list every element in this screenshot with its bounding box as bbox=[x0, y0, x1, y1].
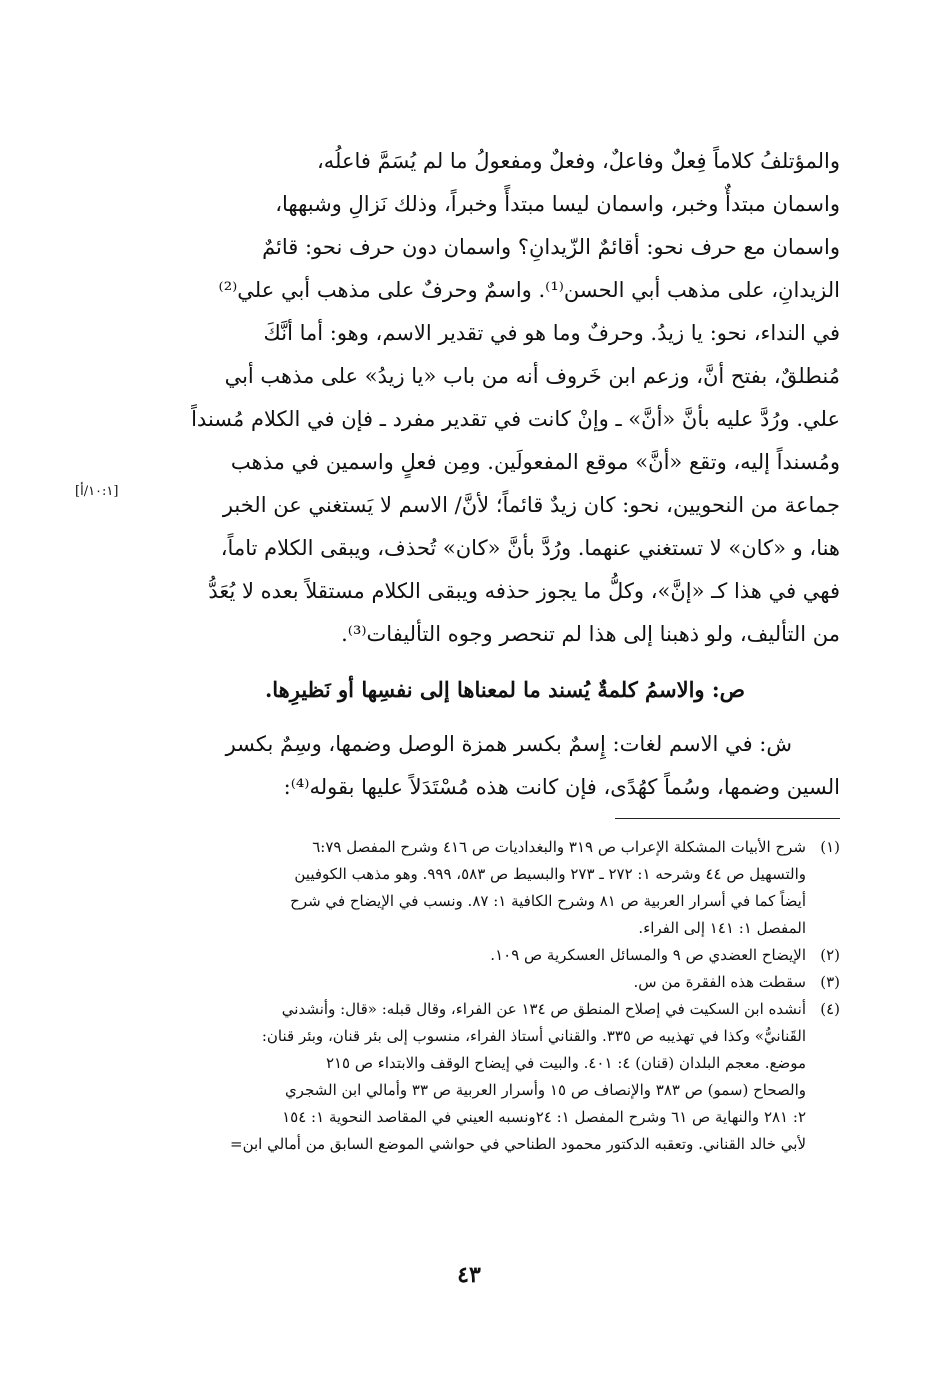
text-line-with-margin-ref bbox=[140, 484, 840, 527]
sharh-line: ش: في الاسم لغات: إِسمٌ بكسر همزة الوصل وضمها، وسِمٌ بكسر bbox=[225, 732, 792, 756]
footnote-line: شرح الأبيات المشكلة الإعراب ص ٣١٩ والبغداديات ص ٤١٦ وشرح المفصل ٦:٧٩ bbox=[312, 838, 806, 856]
footnote-line: أيضاً كما في أسرار العربية ص ٨١ وشرح الكافية ١: ٨٧. ونسب في الإيضاح في شرح bbox=[290, 892, 806, 910]
footnote-2 bbox=[138, 942, 840, 969]
text-line: من التأليف، ولو ذهبنا إلى هذا لم تنحصر وجوه التأليفات⁽³⁾. bbox=[341, 622, 840, 646]
text-line: هنا، و «كان» لا تستغني عنهما. ورُدَّ بأنَّ «كان» تُحذف، ويبقى الكلام تاماً، bbox=[220, 536, 840, 560]
footnote-line: أنشده ابن السكيت في إصلاح المنطق ص ١٣٤ عن الفراء، وقال قبله: «قال: وأنشدني bbox=[281, 1000, 806, 1018]
margin-manuscript-reference: [١٠:١/أ] bbox=[75, 484, 119, 499]
main-text bbox=[140, 140, 840, 809]
footnote-1 bbox=[138, 834, 840, 942]
text-line: واسمان مع حرف نحو: أقائمٌ الزّيدانِ؟ واسمان دون حرف نحو: قائمٌ bbox=[262, 235, 840, 259]
footnote-4 bbox=[138, 996, 840, 1158]
footnote-number: (٢) bbox=[820, 946, 840, 964]
paragraph-gap bbox=[140, 711, 840, 723]
footnote-number: (٣) bbox=[820, 973, 840, 991]
footnote-number: (١) bbox=[820, 838, 840, 856]
page-number: ٤٣ bbox=[457, 1262, 481, 1288]
text-line: فهي في هذا كـ «إنَّ»، وكلُّ ما يجوز حذفه ويبقى الكلام مستقلاً بعده لا يُعَدُّ bbox=[208, 579, 840, 603]
sharh-line: السين وضمها، وسُماً كهُدًى، فإن كانت هذه مُسْتَدَلاً عليها بقوله⁽⁴⁾: bbox=[283, 775, 840, 799]
footnote-line: الإيضاح العضدي ص ٩ والمسائل العسكرية ص ١٠٩. bbox=[490, 946, 806, 964]
text-line: في النداء، نحو: يا زيدُ. وحرفٌ وما هو في تقدير الاسم، وهو: أما أنَّكَ bbox=[263, 321, 840, 345]
text-line: واسمان مبتدأٌ وخبر، واسمان ليسا مبتدأً وخبراً، وذلك نَزالِ وشبهها، bbox=[275, 192, 840, 216]
footnote-line: لأبي خالد القناني. وتعقبه الدكتور محمود الطناحي في حواشي الموضع السابق من أمالي ابن= bbox=[230, 1135, 806, 1153]
footnote-line: القَنانيُّ» وكذا في تهذيبه ص ٣٣٥. والقناني أستاذ الفراء، منسوب إلى بئر قنان، وبئر قنان: bbox=[261, 1027, 806, 1045]
footnote-line: والصحاح (سمو) ص ٣٨٣ والإنصاف ص ١٥ وأسرار العربية ص ٣٣ وأمالي ابن الشجري bbox=[284, 1081, 806, 1099]
text-line: مُنطلقٌ، بفتح أنَّ، وزعم ابن خَروف أنه من باب «يا زيدُ» على مذهب أبي bbox=[224, 364, 840, 388]
footnote-line: موضع. معجم البلدان (قنان) ٤: ٤٠١. والبيت في إيضاح الوقف والابتداء ص ٢١٥ bbox=[325, 1054, 806, 1072]
text-line: ومُسنداً إليه، وتقع «أنَّ» موقع المفعولَين. ومِن فعلٍ واسمين في مذهب bbox=[230, 450, 840, 474]
footnote-number: (٤) bbox=[820, 1000, 840, 1018]
footnote-line: سقطت هذه الفقرة من س. bbox=[633, 973, 806, 991]
text-line: جماعة من النحويين، نحو: كان زيدٌ قائماً؛ لأنَّ/ الاسم لا يَستغني عن الخبر bbox=[222, 493, 840, 517]
footnote-line: والتسهيل ص ٤٤ وشرحه ١: ٢٧٢ ـ ٢٧٣ والبسيط ص ٥٨٣، ٩٩٩. وهو مذهب الكوفيين bbox=[294, 865, 806, 883]
paragraph-gap bbox=[140, 656, 840, 668]
text-line: والمؤتلفُ كلاماً فِعلٌ وفاعلٌ، وفعلٌ ومفعولُ ما لم يُسَمَّ فاعلُه، bbox=[316, 149, 840, 173]
matn-line: ص: والاسمُ كلمةٌ يُسند ما لمعناها إلى نفسِها أو نَظيرِها. bbox=[264, 677, 745, 702]
footnote-line: المفصل ١: ١٤١ إلى الفراء. bbox=[638, 919, 806, 937]
footnote-separator bbox=[615, 818, 840, 819]
footnote-line: ٢: ٢٨١ والنهاية ص ٦١ وشرح المفصل ١: ٢٤ونسبه العيني في المقاصد النحوية ١: ١٥٤ bbox=[282, 1108, 806, 1126]
footnotes bbox=[138, 834, 840, 1158]
text-line: علي. ورُدَّ عليه بأنَّ «أنَّ» ـ وإنْ كانت في تقدير مفرد ـ فإن في الكلام مُسنداً bbox=[191, 407, 840, 431]
text-line: الزيدانِ، على مذهب أبي الحسن⁽¹⁾. واسمٌ وحرفٌ على مذهب أبي علي⁽²⁾ bbox=[218, 278, 840, 302]
footnote-3 bbox=[138, 969, 840, 996]
